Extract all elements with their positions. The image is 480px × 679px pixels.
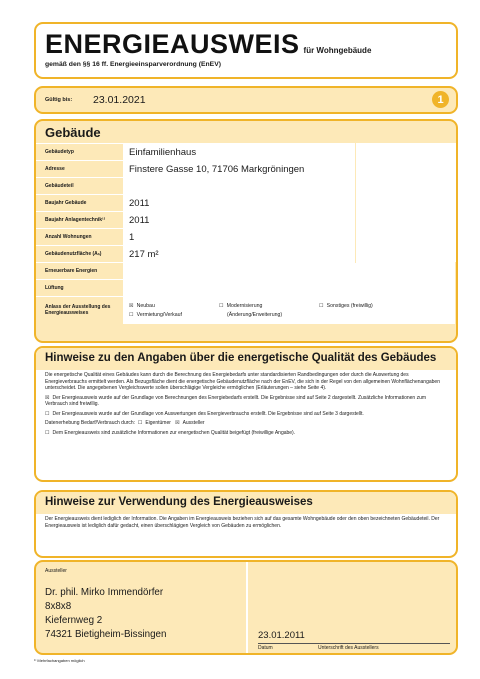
row-value: Einfamilienhaus	[123, 144, 356, 161]
issuer-line: 8x8x8	[45, 601, 72, 612]
usage-notes-title: Hinweise zur Verwendung des Energieausweises	[36, 492, 456, 514]
checkbox-icon[interactable]: ☐	[45, 429, 50, 436]
building-table	[36, 143, 456, 324]
row-label: Baujahr Gebäude	[36, 195, 123, 212]
option-modernisierung[interactable]: ☐ Modernisierung	[219, 302, 263, 309]
date-label: Datum	[258, 645, 273, 651]
photo-area	[356, 144, 456, 161]
validity-label: Gültig bis:	[45, 97, 73, 103]
issuer-section	[34, 560, 458, 655]
quality-notes-section	[34, 346, 458, 482]
signature-line	[258, 643, 450, 644]
issue-date: 23.01.2011	[258, 630, 305, 641]
footnote: ¹⁾ Mehrfachangaben möglich	[34, 658, 85, 663]
quality-note-item: ☒ Der Energieausweis wurde auf der Grundlage von Berechnungen des Energiebedarfs erstellt. Die Ergebnisse sind auf Seite 2 dargestellt. Zusätzliche Informationen zum Verbrauch sind freiwillig.	[45, 394, 427, 407]
issuer-street: Kiefernweg 2	[45, 615, 103, 626]
photo-area	[356, 178, 456, 195]
table-row	[36, 297, 456, 324]
photo-area	[356, 161, 456, 178]
issuer-label: Aussteller	[45, 568, 67, 574]
page-number-badge: 1	[432, 91, 449, 108]
table-row	[36, 195, 456, 212]
occasion-options	[123, 297, 456, 324]
option-neubau[interactable]: ☒ Neubau	[129, 302, 155, 309]
quality-notes-intro: Die energetische Qualität eines Gebäudes kann durch die Berechnung des Energiebedarfs unter standardisierten Randbedingungen oder durch die Auswertung des Energieverbrauchs ermittelt werden. Als Bezugsfläche dient die energetische Gebäudenutzfläche nach der EnEV, die sich in der Regel von den allgemeinen Wohnflächenangaben unterscheidet. Die angegebenen Vergleichswerte sollen überschlägige Vergleiche ermöglichen (Erläuterungen – siehe Seite 4).	[45, 372, 440, 391]
row-value: 2011	[123, 195, 356, 212]
option-vermietung[interactable]: ☐ Vermietung/Verkauf	[129, 311, 182, 318]
option-modernisierung-detail: (Änderung/Erweiterung)	[227, 311, 283, 318]
row-label: Gebäudeteil	[36, 178, 123, 195]
checkbox-icon[interactable]: ☒	[175, 420, 180, 426]
table-row	[36, 212, 456, 229]
checkbox-icon[interactable]: ☐	[319, 302, 324, 309]
usage-notes-section	[34, 490, 458, 558]
quality-note-item: Datenerhebung Bedarf/Verbrauch durch: ☐ Eigentümer ☒ Aussteller	[45, 420, 205, 426]
table-row	[36, 280, 456, 297]
checkbox-icon[interactable]: ☐	[45, 410, 50, 417]
checkbox-icon[interactable]: ☐	[219, 302, 224, 309]
row-label: Adresse	[36, 161, 123, 178]
quality-note-item: ☐ Dem Energieausweis sind zusätzliche Informationen zur energetischen Qualität beigefügt (freiwillige Angabe).	[45, 429, 296, 436]
validity-value: 23.01.2021	[93, 94, 146, 106]
table-row	[36, 161, 456, 178]
row-value	[123, 280, 456, 297]
row-label: Gebäudenutzfläche (Aₙ)	[36, 246, 123, 263]
issuer-address	[45, 586, 237, 642]
photo-area	[356, 212, 456, 229]
document-title: ENERGIEAUSWEIS	[45, 29, 300, 59]
document-subtitle: gemäß den §§ 16 ff. Energieeinsparverordnung (EnEV)	[45, 61, 222, 68]
issuer-name: Dr. phil. Mirko Immendörfer	[45, 587, 164, 598]
photo-area	[356, 229, 456, 246]
row-value	[123, 263, 456, 280]
table-row	[36, 178, 456, 195]
checkbox-icon[interactable]: ☒	[129, 302, 134, 309]
building-section-title: Gebäude	[45, 125, 101, 140]
signature-label: Unterschrift des Ausstellers	[318, 645, 379, 651]
row-value: 1	[123, 229, 356, 246]
occasion-label: Anlass der Ausstellung des Energieausweises	[36, 297, 123, 324]
row-label: Anzahl Wohnungen	[36, 229, 123, 246]
row-label: Gebäudetyp	[36, 144, 123, 161]
row-label: Erneuerbare Energien	[36, 263, 123, 280]
option-sonstiges[interactable]: ☐ Sonstiges (freiwillig)	[319, 302, 373, 309]
quality-notes-title: Hinweise zu den Angaben über die energetische Qualität des Gebäudes	[36, 348, 456, 370]
checkbox-icon[interactable]: ☐	[137, 420, 143, 426]
table-row	[36, 229, 456, 246]
checkbox-icon[interactable]: ☐	[129, 311, 134, 318]
row-value: 2011	[123, 212, 356, 229]
photo-area	[356, 246, 456, 263]
table-row	[36, 263, 456, 280]
usage-notes-text: Der Energieausweis dient lediglich der Information. Die Angaben im Energieausweis beziehen sich auf das gesamte Wohngebäude oder den oben bezeichneten Gebäudeteil. Der Energieausweis ist lediglich dafür gedacht, einen überschlägigen Vergleich von Gebäuden zu ermöglichen.	[45, 516, 440, 529]
table-row	[36, 144, 456, 161]
row-value: 217 m²	[123, 246, 356, 263]
table-row	[36, 246, 456, 263]
row-value	[123, 178, 356, 195]
document-header	[34, 22, 458, 79]
photo-area	[356, 195, 456, 212]
issuer-city: 74321 Bietigheim-Bissingen	[45, 629, 167, 640]
signature-area	[250, 562, 458, 653]
quality-note-item: ☐ Der Energieausweis wurde auf der Grundlage von Auswertungen des Energieverbrauchs erstellt. Die Ergebnisse sind auf Seite 3 dargestellt.	[45, 410, 364, 417]
row-value: Finstere Gasse 10, 71706 Markgröningen	[123, 161, 356, 178]
document-title-suffix: für Wohngebäude	[303, 46, 372, 55]
validity-bar	[34, 86, 458, 114]
building-section	[34, 119, 458, 343]
row-label: Lüftung	[36, 280, 123, 297]
checkbox-icon[interactable]: ☒	[45, 394, 50, 401]
row-label: Baujahr Anlagentechnik¹⁾	[36, 212, 123, 229]
